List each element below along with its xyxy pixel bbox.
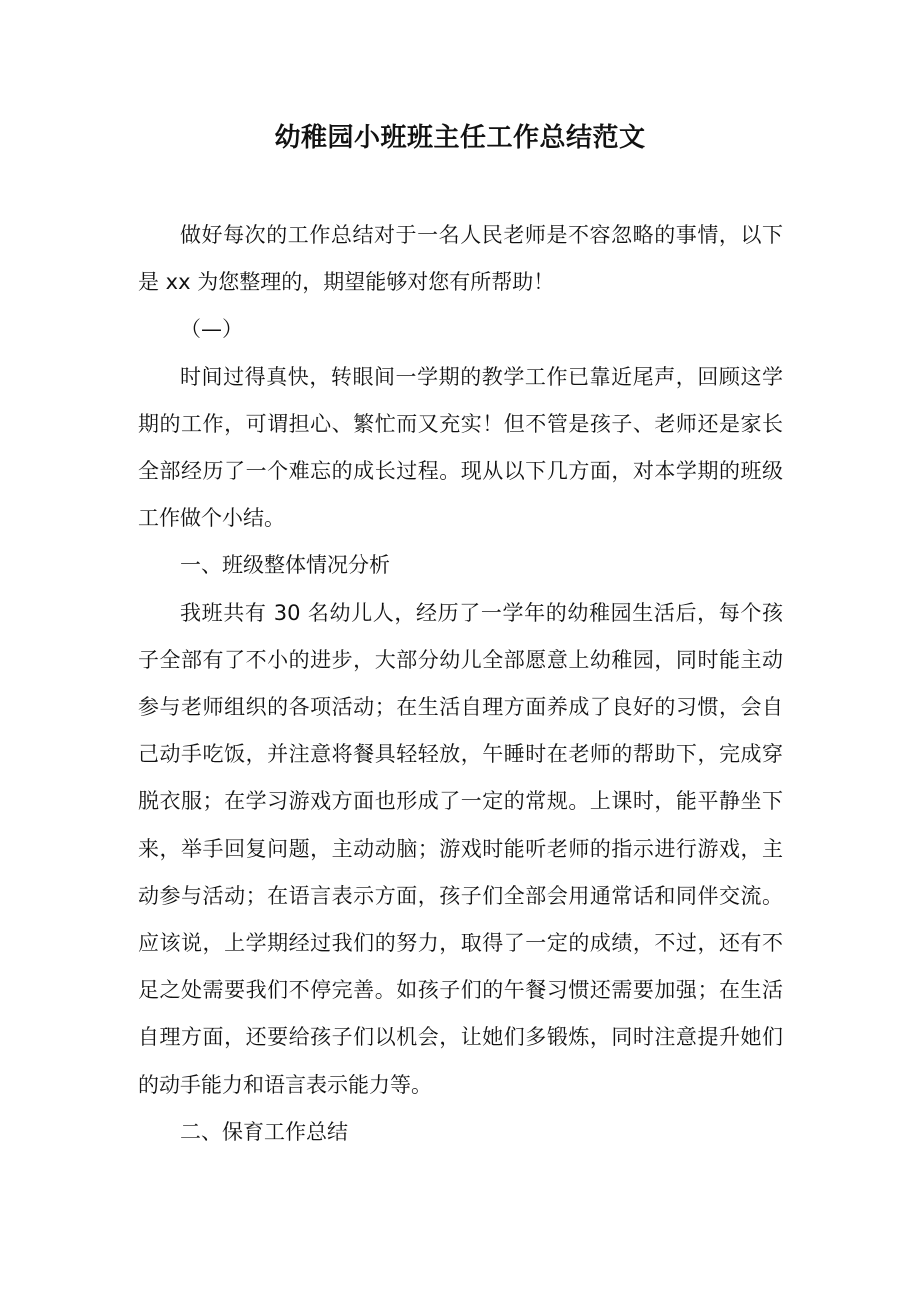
section-heading-class-analysis: 一、班级整体情况分析 (180, 553, 390, 578)
intro-paragraph: 做好每次的工作总结对于一名人民老师是不容忽略的事情，以下是 xx 为您整理的，期望能够对您有所帮助！ (138, 223, 783, 295)
document-title: 幼稚园小班班主任工作总结范文 (274, 123, 646, 153)
section-number: （—） (180, 317, 243, 342)
document-body (138, 212, 783, 1156)
class-analysis-paragraph: 我班共有 30 名幼儿人，经历了一学年的幼稚园生活后，每个孩子全部有了不小的进步，大部分幼儿全部愿意上幼稚园，同时能主动参与老师组织的各项活动；在生活自理方面养成了良好的习惯，会自己动手吃饭，并注意将餐具轻轻放，午睡时在老师的帮助下，完成穿脱衣服；在学习游戏方面也形成了一定的常规。上课时，能平静坐下来，举手回复问题，主动动脑；游戏时能听老师的指示进行游戏，主动参与活动；在语言表示方面，孩子们全部会用通常话和同伴交流。应该说，上学期经过我们的努力，取得了一定的成绩，不过，还有不足之处需要我们不停完善。如孩子们的午餐习惯还需要加强；在生活自理方面，还要给孩子们以机会，让她们多锻炼，同时注意提升她们的动手能力和语言表示能力等。 (138, 600, 783, 1097)
opening-paragraph: 时间过得真快，转眼间一学期的教学工作已靠近尾声，回顾这学期的工作，可谓担心、繁忙而又充实！但不管是孩子、老师还是家长全部经历了一个难忘的成长过程。现从以下几方面，对本学期的班级工作做个小结。 (138, 364, 783, 531)
section-heading-care-summary: 二、保育工作总结 (180, 1119, 348, 1144)
